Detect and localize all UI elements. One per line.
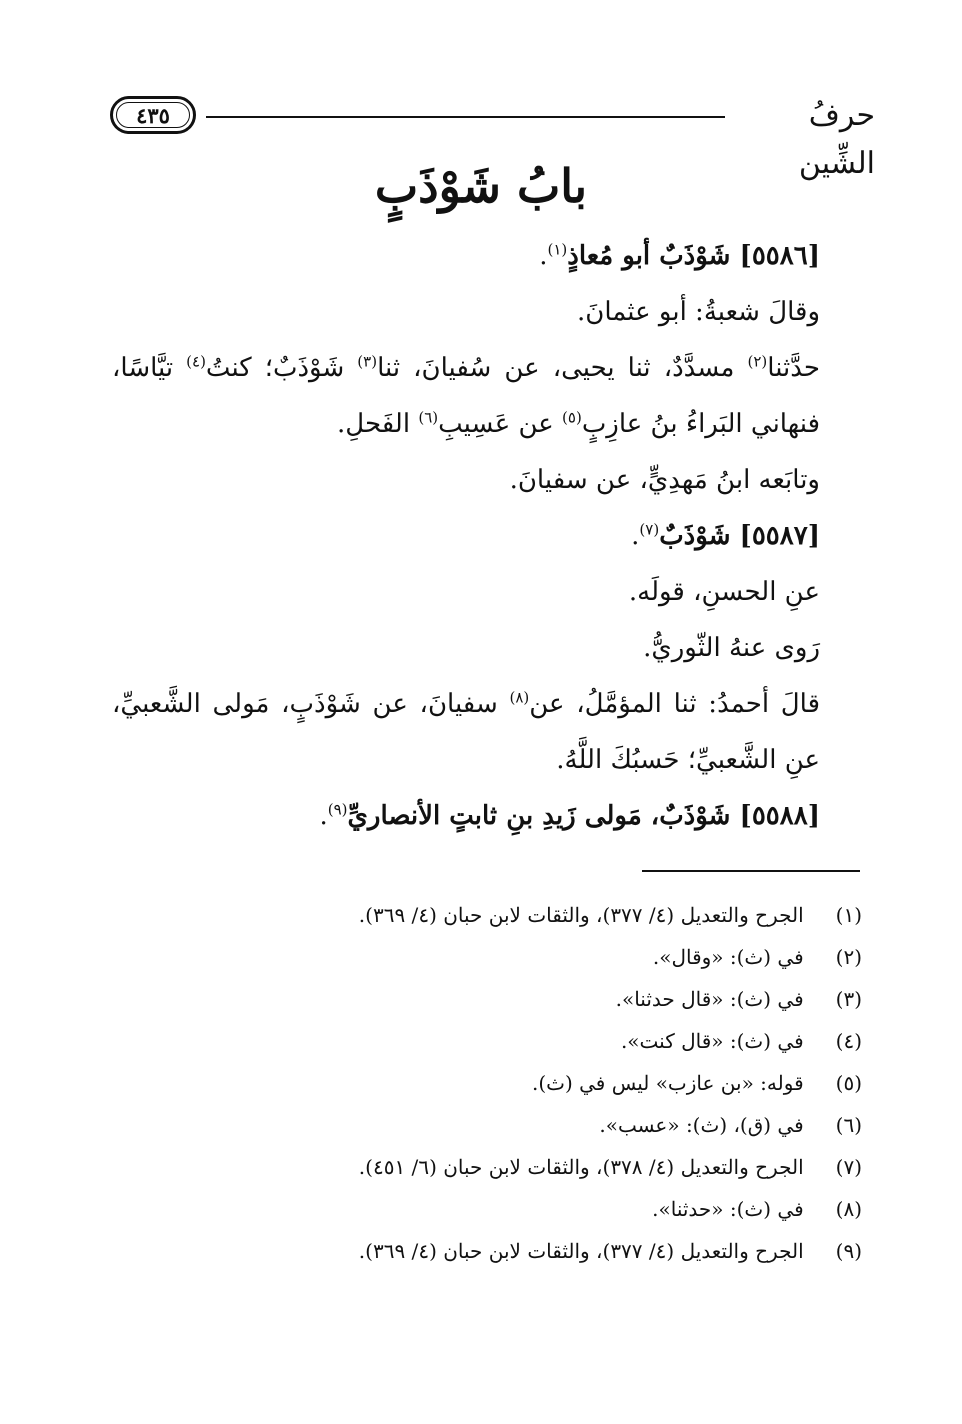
main-text <box>112 228 820 844</box>
paragraph: عنِ الحسنِ، قولَه. <box>628 577 820 607</box>
text-run: حدَّثنا <box>767 353 820 383</box>
punct: . <box>631 521 640 551</box>
footnote-ref: (٦) <box>418 408 439 427</box>
footnote-text: في (ق)، (ث): «عسب». <box>599 1113 804 1137</box>
page-number-badge <box>110 96 196 134</box>
footnote-ref: (٨) <box>509 688 530 707</box>
footnote-number: (٧) <box>835 1155 862 1179</box>
footnote <box>200 1146 862 1188</box>
footnote <box>200 894 862 936</box>
entry-heading: [٥٥٨٦] شَوْذَبٌ أبو مُعاذٍ <box>567 241 820 271</box>
footnote-ref: (٤) <box>186 352 206 371</box>
footnote <box>200 1020 862 1062</box>
footnote-ref: (٧) <box>639 520 660 539</box>
footnote <box>200 1188 862 1230</box>
running-head: حرفُ الشِّين <box>798 98 875 181</box>
footnote-number: (٣) <box>835 987 862 1011</box>
footnote <box>200 1104 862 1146</box>
entry-heading: [٥٥٨٨] شَوْذَبٌ، مَولى زَيدِ بنِ ثابتٍ الأنصاريِّ <box>347 801 820 831</box>
text-run: مسدَّدٌ، ثنا يحيى، عن سُفيانَ، ثنا <box>377 353 748 383</box>
header-rule <box>206 116 725 118</box>
page-header <box>110 92 875 181</box>
footnote-number: (٨) <box>835 1197 862 1221</box>
footnote-ref: (٣) <box>357 352 378 371</box>
footnote-text: في (ث): «قال حدثنا». <box>615 987 804 1011</box>
footnote-text: الجرح والتعديل (٤/ ٣٧٨)، والثقات لابن حبان (٦/ ٤٥١). <box>358 1155 804 1179</box>
paragraph: وتابَعه ابنُ مَهدِيٍّ، عن سفيانَ. <box>509 465 820 495</box>
footnote-text: في (ث): «حدثنا». <box>652 1197 804 1221</box>
footnote-text: الجرح والتعديل (٤/ ٣٧٧)، والثقات لابن حبان (٤/ ٣٦٩). <box>358 1239 804 1263</box>
entry-heading: [٥٥٨٧] شَوْذَبٌ <box>659 521 820 551</box>
paragraph <box>112 676 820 788</box>
footnote-ref: (٢) <box>747 352 768 371</box>
footnote <box>200 1062 862 1104</box>
footnote <box>200 936 862 978</box>
footnote-number: (٥) <box>835 1071 862 1095</box>
footnote-text: في (ث): «وقال». <box>652 945 804 969</box>
footnote <box>200 1230 862 1272</box>
footnote-number: (٩) <box>835 1239 862 1263</box>
footnote-ref: (١) <box>547 240 568 259</box>
text-run: سفيانَ، عن شَوْذَبٍ، مَولى الشَّعبيِّ، عنِ الشَّعبيِّ؛ حَسبُكَ اللَّهُ. <box>112 689 820 775</box>
paragraph <box>112 340 820 452</box>
entry-5586 <box>112 228 820 284</box>
footnote-ref: (٥) <box>562 408 582 427</box>
footnote-number: (٤) <box>835 1029 862 1053</box>
page-number: ٤٣٥ <box>136 102 170 128</box>
footnote-ref: (٩) <box>327 800 348 819</box>
paragraph: وقالَ شعبةُ: أبو عثمانَ. <box>576 297 820 327</box>
paragraph: رَوى عنهُ الثّوريُّ. <box>643 633 820 663</box>
text-run: شَوْذَبٌ؛ كنتُ <box>205 353 358 383</box>
text-run: قالَ أحمدُ: ثنا المؤمَّلُ، عن <box>529 689 820 719</box>
entry-5588 <box>112 788 820 844</box>
footnote <box>200 978 862 1020</box>
text-run: تيَّاسًا، فنهاني البَراءُ بنُ عازِبٍ <box>112 353 820 439</box>
footnotes <box>200 894 862 1272</box>
text-run: عن عَسِيبِ <box>438 409 563 439</box>
footnote-number: (١) <box>835 903 862 927</box>
entry-5587 <box>112 508 820 564</box>
footnote-text: قوله: «بن عازب» ليس في (ث). <box>531 1071 804 1095</box>
footnote-separator <box>642 870 860 872</box>
punct: . <box>319 801 328 831</box>
footnote-number: (٢) <box>835 945 862 969</box>
footnote-text: في (ث): «قال كنت». <box>620 1029 804 1053</box>
chapter-title: بابُ شَوْذَبٍ <box>374 159 588 213</box>
text-run: الفَحلِ. <box>337 409 419 439</box>
footnote-text: الجرح والتعديل (٤/ ٣٧٧)، والثقات لابن حبان (٤/ ٣٦٩). <box>358 903 804 927</box>
footnote-number: (٦) <box>835 1113 862 1137</box>
punct: . <box>539 241 548 271</box>
